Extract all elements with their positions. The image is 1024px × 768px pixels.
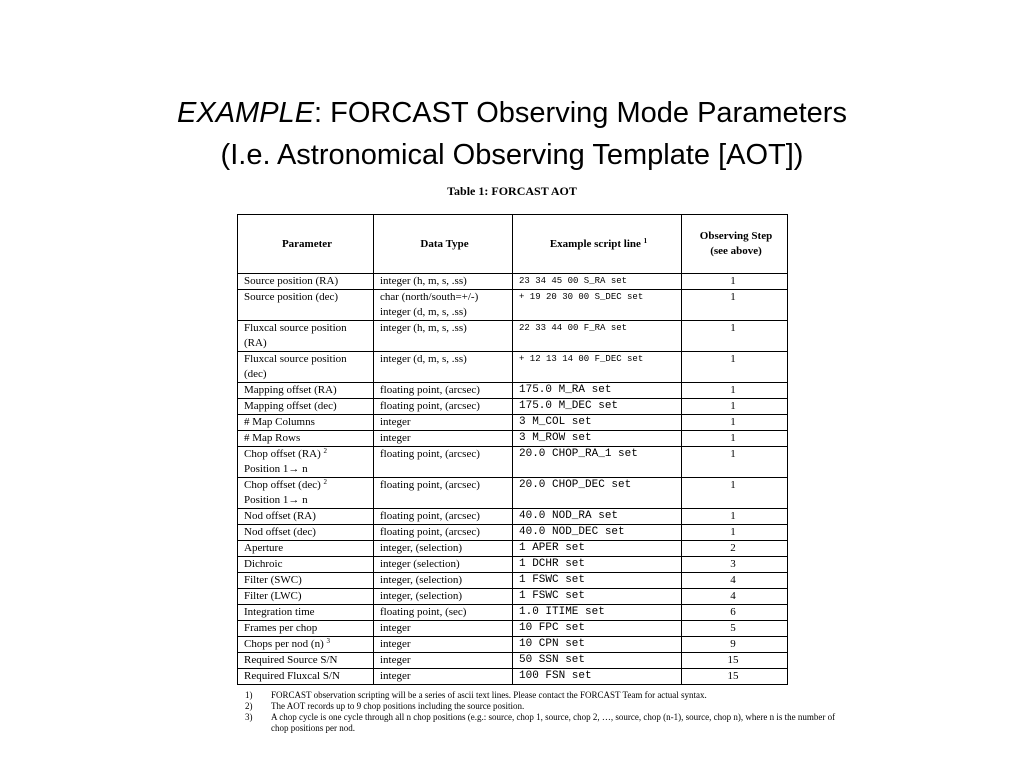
cell-parameter: Fluxcal source position (dec) — [238, 352, 374, 383]
cell-parameter: Integration time — [238, 605, 374, 621]
cell-parameter: Fluxcal source position (RA) — [238, 321, 374, 352]
aot-table — [237, 214, 788, 685]
cell-observing-step: 1 — [682, 415, 788, 431]
cell-observing-step: 1 — [682, 478, 788, 509]
cell-data-type: integer, (selection) — [374, 589, 513, 605]
cell-observing-step: 9 — [682, 637, 788, 653]
cell-data-type: integer — [374, 669, 513, 685]
footnote-text: FORCAST observation scripting will be a series of ascii text lines. Please contact the FORCAST Team for actual syntax. — [271, 690, 707, 700]
cell-example-script: 100 FSN set — [513, 669, 682, 685]
cell-data-type: integer — [374, 415, 513, 431]
cell-example-script: 175.0 M_RA set — [513, 383, 682, 399]
footnote-item — [245, 701, 845, 712]
cell-example-script: 1 FSWC set — [513, 589, 682, 605]
footnote-number: 1) — [245, 690, 253, 700]
footnotes — [245, 690, 845, 734]
table-row — [238, 621, 788, 637]
cell-example-script: 1 APER set — [513, 541, 682, 557]
cell-example-script: 22 33 44 00 F_RA set — [513, 321, 682, 352]
footnote-text: The AOT records up to 9 chop positions including the source position. — [271, 701, 525, 711]
table-row — [238, 431, 788, 447]
cell-observing-step: 1 — [682, 321, 788, 352]
cell-parameter: Chop offset (dec) $^2$ Position 1→ n — [238, 478, 374, 509]
cell-example-script: 10 FPC set — [513, 621, 682, 637]
cell-data-type: integer, (selection) — [374, 541, 513, 557]
cell-parameter: Chop offset (RA) $^2$ Position 1→ n — [238, 447, 374, 478]
cell-observing-step: 1 — [682, 290, 788, 321]
cell-observing-step: 6 — [682, 605, 788, 621]
cell-example-script: 50 SSN set — [513, 653, 682, 669]
cell-parameter: Dichroic — [238, 557, 374, 573]
cell-example-script: 175.0 M_DEC set — [513, 399, 682, 415]
cell-observing-step: 1 — [682, 509, 788, 525]
cell-data-type: integer, (selection) — [374, 573, 513, 589]
header-footnote-ref: 1 — [643, 236, 648, 245]
table-row — [238, 352, 788, 383]
table-row — [238, 290, 788, 321]
table-row — [238, 525, 788, 541]
cell-data-type: floating point, (arcsec) — [374, 399, 513, 415]
cell-parameter: Required Fluxcal S/N — [238, 669, 374, 685]
table-row — [238, 447, 788, 478]
cell-data-type: floating point, (arcsec) — [374, 509, 513, 525]
cell-observing-step: 1 — [682, 352, 788, 383]
cell-observing-step: 1 — [682, 383, 788, 399]
table-row — [238, 637, 788, 653]
table-row — [238, 653, 788, 669]
cell-example-script: 40.0 NOD_RA set — [513, 509, 682, 525]
footnote-ref: 3 — [326, 637, 330, 645]
cell-parameter: Required Source S/N — [238, 653, 374, 669]
cell-parameter: Filter (SWC) — [238, 573, 374, 589]
cell-parameter: Nod offset (RA) — [238, 509, 374, 525]
cell-data-type: floating point, (sec) — [374, 605, 513, 621]
footnote-number: 2) — [245, 701, 253, 711]
cell-example-script: 3 M_COL set — [513, 415, 682, 431]
slide-title — [0, 92, 1024, 176]
cell-parameter: # Map Columns — [238, 415, 374, 431]
table-row — [238, 274, 788, 290]
cell-example-script: 1 DCHR set — [513, 557, 682, 573]
header-data-type: Data Type — [374, 215, 513, 274]
cell-observing-step: 1 — [682, 525, 788, 541]
cell-parameter: Chops per nod (n) $^3$ — [238, 637, 374, 653]
footnote-ref: 2 — [323, 447, 328, 455]
cell-example-script: 20.0 CHOP_RA_1 set — [513, 447, 682, 478]
cell-data-type: integer — [374, 653, 513, 669]
cell-observing-step: 3 — [682, 557, 788, 573]
cell-data-type: integer — [374, 621, 513, 637]
cell-data-type: integer (selection) — [374, 557, 513, 573]
cell-observing-step: 1 — [682, 274, 788, 290]
header-parameter: Parameter — [238, 215, 374, 274]
cell-observing-step: 5 — [682, 621, 788, 637]
cell-data-type: integer (d, m, s, .ss) — [374, 352, 513, 383]
table-row — [238, 478, 788, 509]
cell-parameter: Filter (LWC) — [238, 589, 374, 605]
table-caption: Table 1: FORCAST AOT — [447, 184, 577, 198]
cell-example-script: 20.0 CHOP_DEC set — [513, 478, 682, 509]
cell-data-type: integer — [374, 431, 513, 447]
table-header-row — [238, 215, 788, 274]
title-line-2: (I.e. Astronomical Observing Template [AOT]) — [220, 139, 804, 171]
table-row — [238, 573, 788, 589]
cell-example-script: 1 FSWC set — [513, 573, 682, 589]
cell-example-script: + 12 13 14 00 F_DEC set — [513, 352, 682, 383]
table-row — [238, 589, 788, 605]
header-observing-step: Observing Step (see above) — [682, 215, 788, 274]
cell-parameter: Source position (RA) — [238, 274, 374, 290]
cell-data-type: integer — [374, 637, 513, 653]
cell-data-type: floating point, (arcsec) — [374, 447, 513, 478]
footnote-text: A chop cycle is one cycle through all n chop positions (e.g.: source, chop 1, source, chop 2, …, source, chop (n-1), source, chop n), where n is the number of chop positions per nod. — [271, 712, 836, 733]
title-line-1 — [0, 92, 1024, 134]
cell-observing-step: 1 — [682, 399, 788, 415]
table-row — [238, 605, 788, 621]
cell-data-type: integer (h, m, s, .ss) — [374, 321, 513, 352]
table-row — [238, 669, 788, 685]
cell-parameter: Aperture — [238, 541, 374, 557]
table-body — [238, 274, 788, 685]
table-row — [238, 321, 788, 352]
cell-parameter: # Map Rows — [238, 431, 374, 447]
table-row — [238, 415, 788, 431]
cell-observing-step: 4 — [682, 573, 788, 589]
footnote-item — [245, 690, 845, 701]
cell-data-type: floating point, (arcsec) — [374, 478, 513, 509]
cell-data-type: char (north/south=+/-) integer (d, m, s, .ss) — [374, 290, 513, 321]
cell-parameter: Source position (dec) — [238, 290, 374, 321]
cell-observing-step: 4 — [682, 589, 788, 605]
header-example-script: Example script line $^1$ — [513, 215, 682, 274]
cell-example-script: 10 CPN set — [513, 637, 682, 653]
title-italic: EXAMPLE — [177, 97, 315, 129]
table-row — [238, 509, 788, 525]
cell-parameter: Mapping offset (dec) — [238, 399, 374, 415]
cell-observing-step: 2 — [682, 541, 788, 557]
cell-parameter: Nod offset (dec) — [238, 525, 374, 541]
footnote-number: 3) — [245, 712, 253, 722]
table-row — [238, 383, 788, 399]
cell-observing-step: 15 — [682, 669, 788, 685]
cell-example-script: + 19 20 30 00 S_DEC set — [513, 290, 682, 321]
title-line-1-rest: : FORCAST Observing Mode Parameters — [314, 97, 847, 129]
table-row — [238, 557, 788, 573]
cell-example-script: 23 34 45 00 S_RA set — [513, 274, 682, 290]
table-row — [238, 541, 788, 557]
cell-observing-step: 1 — [682, 431, 788, 447]
cell-observing-step: 1 — [682, 447, 788, 478]
cell-parameter: Mapping offset (RA) — [238, 383, 374, 399]
cell-data-type: integer (h, m, s, .ss) — [374, 274, 513, 290]
table-row — [238, 399, 788, 415]
cell-example-script: 40.0 NOD_DEC set — [513, 525, 682, 541]
cell-observing-step: 15 — [682, 653, 788, 669]
footnote-ref: 2 — [323, 478, 328, 486]
cell-example-script: 1.0 ITIME set — [513, 605, 682, 621]
cell-parameter: Frames per chop — [238, 621, 374, 637]
cell-data-type: floating point, (arcsec) — [374, 525, 513, 541]
footnote-item — [245, 712, 845, 734]
cell-example-script: 3 M_ROW set — [513, 431, 682, 447]
cell-data-type: floating point, (arcsec) — [374, 383, 513, 399]
